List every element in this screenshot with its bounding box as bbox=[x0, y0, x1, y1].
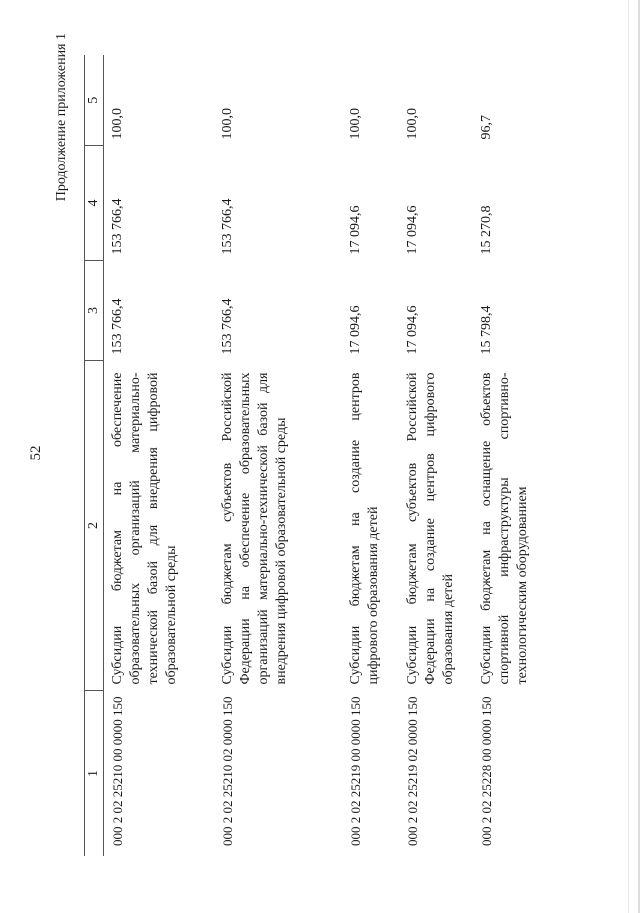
value-col3-cell: 17 094,6 bbox=[347, 305, 363, 355]
value-col5-cell: 100,0 bbox=[404, 108, 420, 140]
value-col3-cell: 15 798,4 bbox=[478, 305, 494, 355]
budget-code-cell: 000 2 02 25210 02 0000 150 bbox=[219, 696, 235, 846]
budget-code-cell: 000 2 02 25219 02 0000 150 bbox=[404, 696, 420, 846]
description-cell: Субсидии бюджетам субъектов Российской Федерации на обеспечение образовательных организаций материально-технической базой для внедрения цифровой образовательной среды bbox=[219, 372, 289, 685]
table-row bbox=[399, 56, 473, 857]
column-header-4: 4 bbox=[85, 146, 104, 261]
value-col5-cell: 100,0 bbox=[219, 108, 235, 140]
table-row bbox=[473, 56, 573, 857]
value-col4-cell: 153 766,4 bbox=[219, 198, 235, 255]
budget-code-cell: 000 2 02 25210 00 0000 150 bbox=[110, 696, 125, 846]
table-row bbox=[342, 56, 399, 857]
value-col5-cell: 100,0 bbox=[110, 108, 125, 140]
table-row bbox=[104, 56, 214, 857]
description-cell: Субсидии бюджетам субъектов Российской Федерации на создание центров цифрового образования детей bbox=[404, 372, 456, 685]
column-header-2: 2 bbox=[85, 361, 104, 691]
value-col4-cell: 17 094,6 bbox=[347, 205, 363, 255]
value-col4-cell: 17 094,6 bbox=[404, 205, 420, 255]
scan-edge-line bbox=[628, 0, 629, 913]
value-col5-cell: 100,0 bbox=[347, 108, 363, 140]
budget-code-cell: 000 2 02 25228 00 0000 150 bbox=[478, 696, 494, 846]
budget-code-cell: 000 2 02 25219 00 0000 150 bbox=[347, 696, 363, 846]
column-header-3: 3 bbox=[85, 261, 104, 361]
description-cell: Субсидии бюджетам на обеспечение образовательных организаций материально-технической базой для внедрения цифровой образовательной среды bbox=[110, 372, 179, 685]
appendix-table bbox=[84, 56, 573, 857]
value-col3-cell: 153 766,4 bbox=[110, 298, 125, 355]
column-header-5: 5 bbox=[85, 56, 104, 146]
value-col3-cell: 17 094,6 bbox=[404, 305, 420, 355]
column-header-1: 1 bbox=[85, 691, 104, 857]
value-col3-cell: 153 766,4 bbox=[219, 298, 235, 355]
description-cell: Субсидии бюджетам на создание центров цифрового образования детей bbox=[347, 372, 381, 685]
page-number: 52 bbox=[28, 445, 44, 461]
value-col5-cell: 96,7 bbox=[478, 115, 494, 140]
description-cell: Субсидии бюджетам на оснащение объектов спортивной инфраструктуры спортивно-технологическим оборудованием bbox=[478, 372, 530, 685]
value-col4-cell: 15 270,8 bbox=[478, 205, 494, 255]
value-col4-cell: 153 766,4 bbox=[110, 198, 125, 255]
continuation-note: Продолжение приложения 1 bbox=[54, 33, 69, 202]
table-header-row bbox=[85, 56, 104, 857]
table-row bbox=[214, 56, 342, 857]
